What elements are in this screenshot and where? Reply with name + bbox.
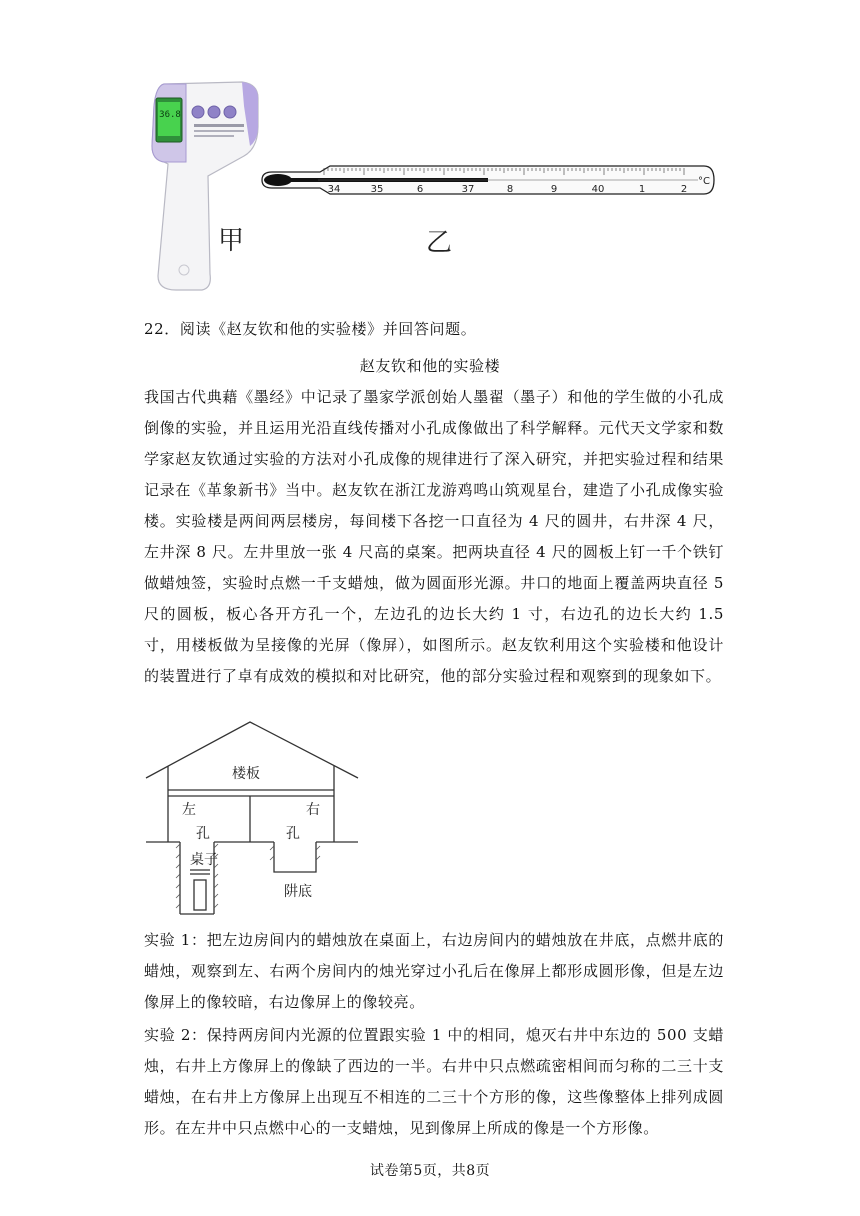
- diagram-right-label: 右: [306, 802, 320, 818]
- experiment-building-diagram: [144, 718, 364, 918]
- scale-label: 35: [370, 184, 384, 195]
- scale-label: 2: [680, 184, 688, 195]
- scale-label: 40: [591, 184, 605, 195]
- diagram-right-hole-label: 孔: [286, 826, 300, 842]
- experiment-2-paragraph: 实验 2：保持两房间内光源的位置跟实验 1 中的相同，熄灭右井中东边的 500 支蜡烛，右井上方像屏上的像缺了西边的一半。右井中只点燃疏密相间而匀称的二三十支蜡烛，在右井上方像屏上出现互不相连的二三十个方形的像，这些像整体上排列成圆形。在左井中只点燃中心的一支蜡烛，见到像屏上所成的像是一个方形像。: [144, 1026, 724, 1137]
- scale-label: 8: [506, 184, 514, 195]
- scale-label: 1: [638, 184, 646, 195]
- label-jia: 甲: [218, 226, 245, 256]
- diagram-left-label: 左: [182, 802, 196, 818]
- scale-label: 37: [461, 184, 475, 195]
- scale-unit: °C: [698, 176, 710, 187]
- question-title: 22．阅读《赵友钦和他的实验楼》并回答问题。: [144, 320, 477, 338]
- article-title: 赵友钦和他的实验楼: [359, 357, 501, 375]
- diagram-floor-label: 楼板: [232, 766, 260, 782]
- diagram-left-hole-label: 孔: [196, 826, 210, 842]
- diagram-table-label: 桌子: [190, 852, 218, 868]
- experiment-1-paragraph: 实验 1：把左边房间内的蜡烛放在桌面上，右边房间内的蜡烛放在井底，点燃井底的蜡烛，观察到左、右两个房间内的烛光穿过小孔后在像屏上都形成圆形像，但是左边像屏上的像较暗，右边像屏上的像较亮。: [144, 931, 724, 1011]
- label-yi: 乙: [426, 228, 453, 258]
- page-footer: 试卷第5页，共8页: [369, 1163, 491, 1179]
- article-paragraph: 我国古代典藉《墨经》中记录了墨家学派创始人墨翟（墨子）和他的学生做的小孔成倒像的实验，并且运用光沿直线传播对小孔成像做出了科学解释。元代天文学家和数学家赵友钦通过实验的方法对小孔成像的规律进行了深入研究，并把实验过程和结果记录在《革象新书》当中。赵友钦在浙江龙游鸡鸣山筑观星台，建造了小孔成像实验楼。实验楼是两间两层楼房，每间楼下各挖一口直径为 4 尺的圆井，右井深 4 尺，左井深 8 尺。左井里放一张 4 尺高的桌案。把两块直径 4 尺的圆板上钉一千个铁钉做蜡烛签，实验时点燃一千支蜡烛，做为圆面形光源。井口的地面上覆盖两块直径 5 尺的圆板，板心各开方孔一个，左边孔的边长大约 1 寸，右边孔的边长大约 1.5 寸，用楼板做为呈接像的光屏（像屏），如图所示。赵友钦利用这个实验楼和他设计的装置进行了卓有成效的模拟和对比研究，他的部分实验过程和观察到的现象如下。: [144, 388, 724, 685]
- scale-label: 9: [550, 184, 558, 195]
- diagram-well-bottom-label: 阱底: [284, 884, 312, 900]
- gun-display-reading: 36.8: [159, 110, 181, 120]
- thermometer-gun-image: [146, 76, 266, 292]
- scale-label: 6: [416, 184, 424, 195]
- scale-label: 34: [327, 184, 341, 195]
- clinical-thermometer-image: [258, 160, 718, 200]
